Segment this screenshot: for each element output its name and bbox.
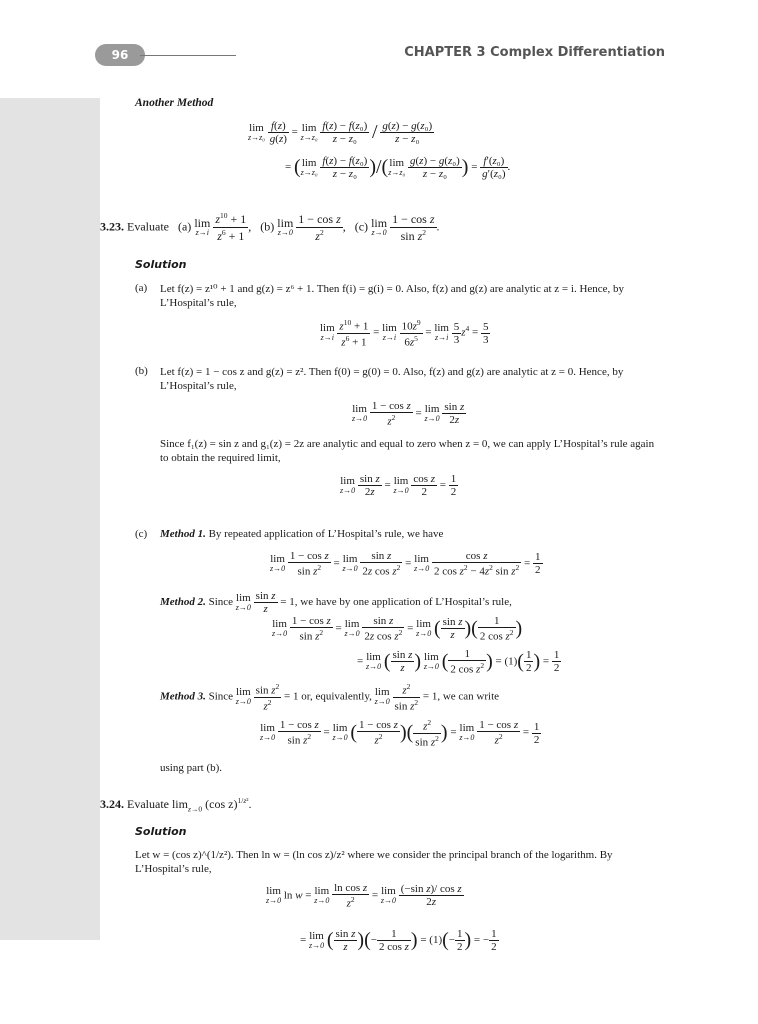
equation-method-1: lim z→0 $\frac{\text{1 − cos z}}{\sin z^2}$ = lim z→0 $\frac{\text{sin z}}{2z \cos z^2}$ = lim z→0 $\frac{\text{cos z}}{2 \cos z^2 - 4z^2 \sin z^2}$ = $\frac{1}{2}$: [270, 550, 541, 578]
equation-sol-b-2: lim z→0 $\frac{\text{sin z}}{2z}$ = lim z→0 $\frac{\text{cos z}}{2}$ = $\frac{1}{2}$: [340, 473, 457, 498]
method-1-line: [160, 528, 443, 540]
problem-324-expr: (cos z): [205, 797, 238, 811]
page-number-badge: 96: [95, 44, 145, 66]
sol-b-text2: Since f₁(z) = sin z and g₁(z) = 2z are analytic and equal to zero when z = 0, we can apply L’Hospital’s rule again to obtain the required limit,: [160, 438, 655, 464]
sol-c-label: (c): [135, 528, 148, 540]
problem-324-prompt: Evaluate lim: [127, 797, 188, 811]
sol-a-text: Let f(z) = z¹⁰ + 1 and g(z) = z⁶ + 1. Then f(i) = g(i) = 0. Also, f(z) and g(z) are analytic at z = i. Hence, by L’Hospital’s rule,: [160, 283, 625, 309]
method-3-mid: = 1 or, equivalently,: [284, 690, 372, 703]
method-1-label: Method 1.: [160, 528, 206, 540]
equation-another-method-1: lim z→z₀ $\frac{f(z)}{g(z)}$ = lim z→z₀ $\frac{\text{f(z) − f(z₀)}}{\text{z − z₀}}$ / $\frac{\text{g(z) − g(z₀)}}{\text{z − z₀}}$: [248, 120, 433, 145]
another-method-label: Another Method: [135, 97, 214, 109]
equation-another-method-2: = ( lim z→z₀ $\frac{\text{f(z) − f(z₀)}}{\text{z − z₀}}$ )/( lim z→z₀ $\frac{\text{g(z) − g(z₀)}}{\text{z − z₀}}$ ) = $\frac{\text{f′(z₀)}}{\text{g′(z₀)}}$ .: [285, 155, 511, 180]
sol-b-label: (b): [135, 365, 148, 377]
method-3-label: Method 3.: [160, 690, 206, 703]
chapter-title: CHAPTER 3 Complex Differentiation: [404, 45, 665, 60]
method-3-text: Since: [208, 690, 234, 703]
method-1-text: By repeated application of L’Hospital’s rule, we have: [208, 528, 444, 540]
part-b-label: (b): [260, 219, 275, 234]
left-margin-band: [0, 98, 100, 940]
solution-label-3-24: Solution: [135, 825, 187, 838]
header-rule: [140, 55, 236, 56]
using-part-b: using part (b).: [160, 762, 223, 774]
solution-label-3-23: Solution: [135, 258, 187, 271]
equation-3-24-2: = lim z→0 ( $\frac{\text{sin z}}{z}$ )(− $\frac{1}{\text{2 cos z}}$ ) = (1)(− $\frac{1}{2}$ ) = − $\frac{1}{2}$: [300, 928, 497, 953]
method-2-text: Since: [208, 596, 234, 609]
method-2-label: Method 2.: [160, 596, 206, 609]
sol-a-label: (a): [135, 282, 148, 294]
equation-method-3: lim z→0 $\frac{\text{1 − cos z}}{\sin z^2}$ = lim z→0 ( $\frac{\text{1 − cos z}}{z^2}$ )( $\frac{z^2}{\sin z^2}$ ) = lim z→0 $\frac{\text{1 − cos z}}{z^2}$ = $\frac{1}{2}$: [260, 718, 540, 749]
problem-prompt: Evaluate: [127, 219, 169, 234]
method-2-text-after: = 1, we have by one application of L’Hospital’s rule,: [280, 596, 512, 609]
sol-b-text: Let f(z) = 1 − cos z and g(z) = z². Then f(0) = g(0) = 0. Also, f(z) and g(z) are analytic at z = 0. Hence, by L’Hospital’s rule,: [160, 366, 624, 392]
equation-method-2-1: lim z→0 $\frac{\text{1 − cos z}}{\sin z^2}$ = lim z→0 $\frac{\text{sin z}}{2z \cos z^2}$ = lim z→0 ( $\frac{\text{sin z}}{z}$ )( $\frac{1}{2 \cos z^2}$ ): [272, 615, 523, 643]
part-a-label: (a): [177, 219, 192, 234]
method-3-after: = 1, we can write: [422, 690, 500, 703]
equation-sol-b-1: lim z→0 $\frac{\text{1 − cos z}}{z^2}$ = lim z→0 $\frac{\text{sin z}}{2z}$: [352, 400, 465, 428]
equation-3-24-1: lim z→0 ln w = lim z→0 $\frac{\text{ln cos z}}{z^2}$ = lim z→0 $\frac{\text{(−sin z)/ cos z}}{2z}$: [266, 882, 462, 910]
part-c-label: (c): [354, 219, 369, 234]
sol-324-text: Let w = (cos z)^(1/z²). Then ln w = (ln cos z)/z² where we consider the principal branch of the logarithm. By L’Hospital’s rule,: [135, 849, 613, 875]
equation-sol-a: lim z→i $\frac{z^{10} + 1}{z^6 + 1}$ = lim z→i $\frac{10z^9}{6z^5}$ = lim z→i $\frac{5}{3}$ $z^4$ = $\frac{5}{3}$: [320, 318, 489, 349]
method-2-line: Method 2. Since lim z→0 $\frac{\text{sin z}}{z}$ = 1, we have by one application of L’Hospital’s rule,: [160, 590, 512, 615]
problem-number-324: 3.24.: [100, 797, 124, 811]
problem-number: 3.23.: [100, 219, 124, 234]
problem-3-24: 3.24. Evaluate $\lim_{z\to 0} (\cos$ z)$^{1/z^2}$.: [100, 796, 252, 814]
equation-method-2-2: = lim z→0 ( $\frac{\text{sin z}}{z}$ ) lim z→0 ( $\frac{1}{2 \cos z^2}$ ) = (1)( $\frac{1}{2}$ ) = $\frac{1}{2}$: [357, 648, 560, 676]
problem-3-23: 3.23. Evaluate (a) lim z→i $\frac{z^{10} + 1}{z^6 + 1}$ , (b) lim z→0 $\frac{\text{1 − cos z}}{z^2}$ , (c) lim z→0 $\frac{\text{1 − cos z}}{\sin z^2}$ .: [100, 211, 440, 243]
method-3-line: Method 3. Since lim z→0 $\frac{\sin z^2}{z^2}$ = 1 or, equivalently, lim z→0 $\frac{z^2}{\sin z^2}$ = 1, we can write: [160, 682, 500, 713]
